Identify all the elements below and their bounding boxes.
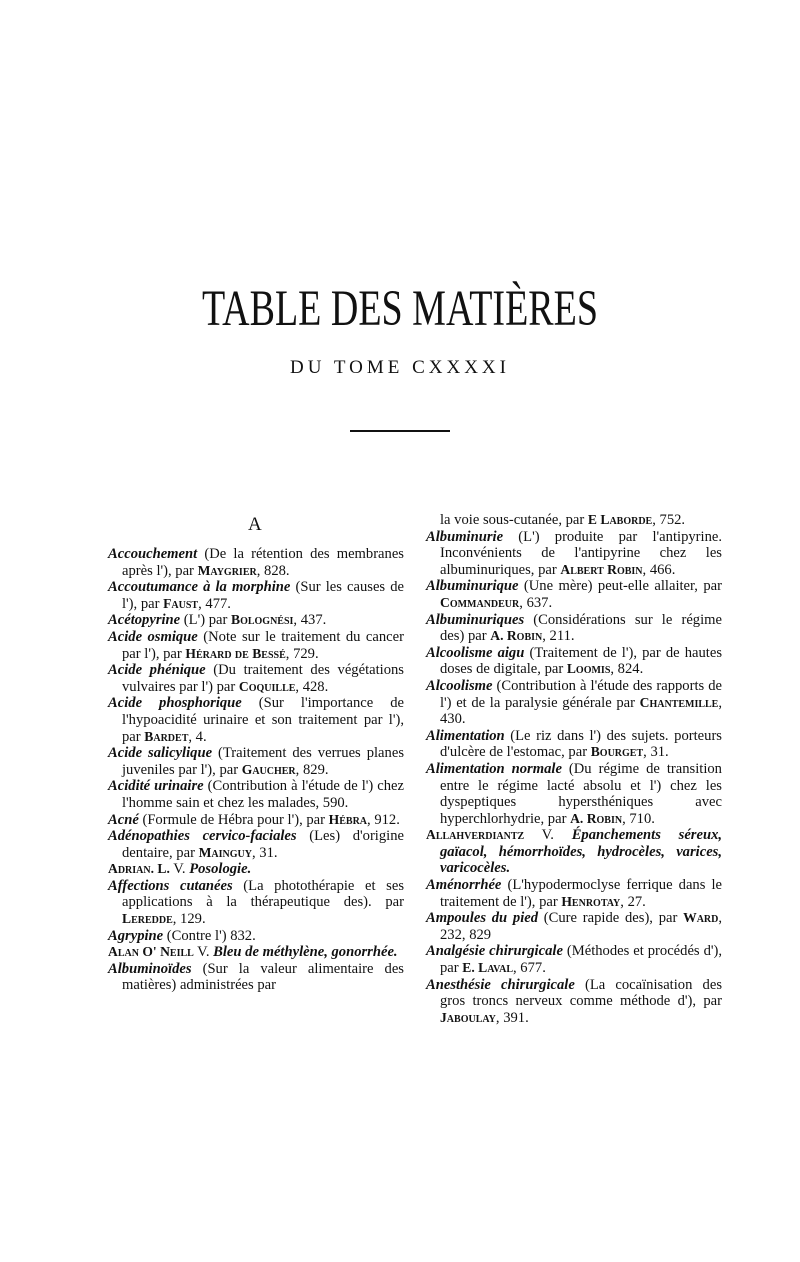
entry-text: (Contribution à l'étude de l') chez l'homme sain et chez les malades, 590. (122, 778, 404, 811)
entry-reference: , 232, 829 (440, 910, 723, 943)
entry-text: (Contribution à l'étude des rapports de l') et de la paralysie générale par (440, 677, 722, 711)
entry-text: (Méthodes et procédés d'), par (440, 943, 723, 977)
entry-author: Ward (683, 910, 719, 926)
entry-author: Bourget (590, 744, 644, 760)
index-entry (108, 612, 404, 629)
entry-author: Albert Robin (560, 561, 643, 577)
entry-author: Commandeur (440, 594, 520, 610)
entry-heading: Acné (108, 811, 139, 828)
index-entry (426, 529, 722, 579)
entry-text: (La photothérapie et ses applications à la thérapeutique des). par (122, 877, 404, 911)
entry-author: Adrian. L. (108, 861, 170, 877)
entry-reference: , 729. (285, 645, 319, 662)
entry-text: (Formule de Hébra pour l'), par (138, 811, 329, 828)
entry-heading: Analgésie chirurgicale (426, 943, 563, 960)
entry-text: (Cure rapide des), par (538, 910, 684, 927)
entry-heading: Alimentation (426, 727, 505, 744)
entry-author: Alan O' Neill (108, 944, 194, 960)
entry-reference: , 428. (295, 678, 329, 695)
entry-heading: Affections cutanées (108, 877, 233, 894)
index-entry (426, 512, 722, 529)
index-entry (426, 612, 722, 645)
index-entry (426, 977, 722, 1027)
entry-heading: Accouchement (108, 546, 198, 562)
entry-heading: Alimentation normale (426, 760, 562, 777)
entry-author: E Laborde (587, 512, 653, 527)
entry-heading: Albuminuriques (426, 611, 525, 628)
entry-author: Gaucher (241, 761, 296, 777)
index-entry (426, 678, 722, 728)
index-entry (108, 944, 404, 961)
entry-heading: Alcoolisme aigu (426, 644, 525, 661)
entry-text: (Note sur le traitement du cancer par l'), par (122, 628, 404, 662)
index-entry (108, 812, 404, 829)
index-entry (108, 928, 404, 945)
index-entry (108, 778, 404, 811)
entry-text: la voie sous-cutanée, par (440, 512, 588, 528)
entry-author: E. Laval (462, 960, 513, 976)
index-entry (426, 943, 722, 976)
entry-reference: , 677. (513, 960, 546, 977)
entry-heading: Alcoolisme (426, 677, 493, 694)
index-entry (108, 878, 404, 928)
entry-text: (Sur l'importance de l'hypoacidité urinaire et son traitement par l'), par (122, 695, 404, 745)
entry-reference: , 828. (256, 562, 290, 579)
entry-reference: , 477. (198, 595, 231, 612)
entry-author: Faust (163, 595, 199, 611)
index-entry (108, 745, 404, 778)
volume-subtitle: DU TOME CXXXXI (290, 357, 510, 378)
entry-text: (L'hypodermoclyse ferrique dans le traitement de l'), par (440, 877, 722, 910)
entry-reference: , 211. (542, 628, 575, 645)
entry-author: Bolognési (231, 612, 294, 628)
entry-heading: Adénopathies cervico-faciales (108, 828, 297, 845)
index-entry (426, 910, 722, 943)
entry-author: Leredde (122, 911, 173, 927)
index-column-right (426, 512, 722, 1026)
entry-reference: , 829. (295, 761, 329, 778)
entry-heading: Acide salicylique (108, 745, 213, 762)
entry-reference: , 31. (251, 844, 278, 861)
entry-reference: , 752. (652, 512, 686, 528)
entry-heading: Ampoules du pied (426, 910, 539, 927)
entry-heading: Agrypine (108, 927, 164, 944)
entry-reference: , 129. (172, 911, 206, 928)
entry-heading: Anesthésie chirurgicale (426, 976, 575, 993)
entry-heading: Acétopyrine (108, 612, 181, 629)
entry-text: (Contre l') 832. (163, 927, 256, 944)
entry-author: Hérard de Bessé (185, 645, 286, 661)
entry-text: (De la rétention des membranes après l'), par (122, 546, 404, 579)
entry-text: (Traitement des verrues planes juveniles par l'), par (122, 745, 404, 778)
entry-text: (Une mère) peut-elle allaiter, par (518, 578, 722, 595)
entry-heading: Acide phosphorique (108, 695, 242, 712)
index-entry (426, 827, 722, 877)
entry-author: Loomis (566, 661, 611, 677)
entry-reference: , 912. (367, 811, 400, 828)
page-title: TABLE DES MATIÈRES (202, 280, 598, 338)
index-entry (426, 728, 722, 761)
entry-heading: Acide osmique (108, 628, 198, 645)
entry-author: Bardet (144, 728, 189, 744)
entry-text: (Traitement de l'), par de hautes doses de digitale, par (440, 644, 723, 678)
entry-text: (Du régime de transition entre le régime lacté absolu et l') chez les dyspeptiques hypersthéniques avec hyperchlorhydrie, par (440, 760, 722, 827)
entry-author: Henrotay (561, 893, 621, 909)
entry-reference: , 824. (610, 661, 644, 678)
entry-author: A. Robin (570, 810, 623, 826)
entry-heading: Accoutumance à la morphine (108, 579, 291, 596)
entry-author: Chantemille (639, 694, 719, 710)
entry-text: (Les) d'origine dentaire, par (122, 828, 404, 861)
entry-see-also: Posologie. (189, 861, 252, 878)
index-column-left (108, 546, 404, 994)
entry-reference: V. (193, 944, 214, 961)
index-entry (108, 579, 404, 612)
entry-heading: Albuminoïdes (108, 960, 192, 977)
entry-reference: , 391. (495, 1009, 529, 1026)
title-divider (350, 430, 450, 432)
entry-heading: Albuminurique (426, 578, 519, 595)
entry-text: (Du traitement des végétations vulvaires par l') par (122, 662, 404, 695)
entry-text: (L') par (180, 612, 231, 629)
entry-reference: , 27. (620, 893, 646, 910)
entry-see-also: Bleu de méthylène, gonorrhée. (213, 944, 398, 961)
entry-author: Maygrier (197, 562, 257, 578)
entry-author: Mainguy (198, 844, 252, 860)
entry-reference: , 4. (188, 728, 207, 745)
entry-text: (Le riz dans l') des sujets. porteurs d'ulcère de l'estomac, par (440, 727, 722, 761)
entry-text: (Sur la valeur alimentaire des matières) administrées par (122, 960, 404, 994)
entry-author: A. Robin (490, 628, 543, 644)
entry-reference: V. (169, 861, 190, 878)
entry-author: Coquille (238, 678, 296, 694)
index-entry (108, 828, 404, 861)
entry-author: Hébra (328, 811, 368, 827)
entry-heading: Aménorrhée (426, 877, 502, 894)
entry-heading: Albuminurie (426, 528, 504, 545)
index-entry (426, 578, 722, 611)
index-entry (426, 877, 722, 910)
index-entry (108, 662, 404, 695)
entry-reference: , 466. (642, 561, 676, 578)
entry-text: (Sur les causes de l'), par (122, 579, 404, 612)
entry-author: Allahverdiantz (426, 827, 525, 843)
entry-see-also: Épanchements séreux, gaïacol, hémorrhoïdes, hydrocèles, varices, varicocèles. (440, 827, 723, 877)
entry-text: (La cocaïnisation des gros troncs nerveux comme méthode d'), par (440, 976, 722, 1010)
entry-reference: , 31. (643, 744, 669, 761)
entry-text: (Considérations sur le régime des) par (440, 611, 722, 645)
index-entry (108, 961, 404, 994)
entry-author: Jaboulay (440, 1009, 496, 1025)
index-entry (108, 546, 404, 579)
index-entry (108, 861, 404, 878)
entry-reference: V. (524, 827, 572, 844)
section-letter: A (248, 514, 262, 535)
entry-reference: , 710. (622, 810, 655, 827)
entry-heading: Acidité urinaire (108, 778, 204, 795)
entry-heading: Acide phénique (108, 662, 206, 679)
entry-reference: , 430. (440, 694, 722, 728)
entry-reference: , 437. (293, 612, 327, 629)
entry-text: (L') produite par l'antipyrine. Inconvénients de l'antipyrine chez les albuminuriques, par (440, 528, 722, 578)
index-entry (108, 629, 404, 662)
index-entry (108, 695, 404, 745)
entry-reference: , 637. (519, 594, 553, 611)
index-entry (426, 645, 722, 678)
index-entry (426, 761, 722, 827)
